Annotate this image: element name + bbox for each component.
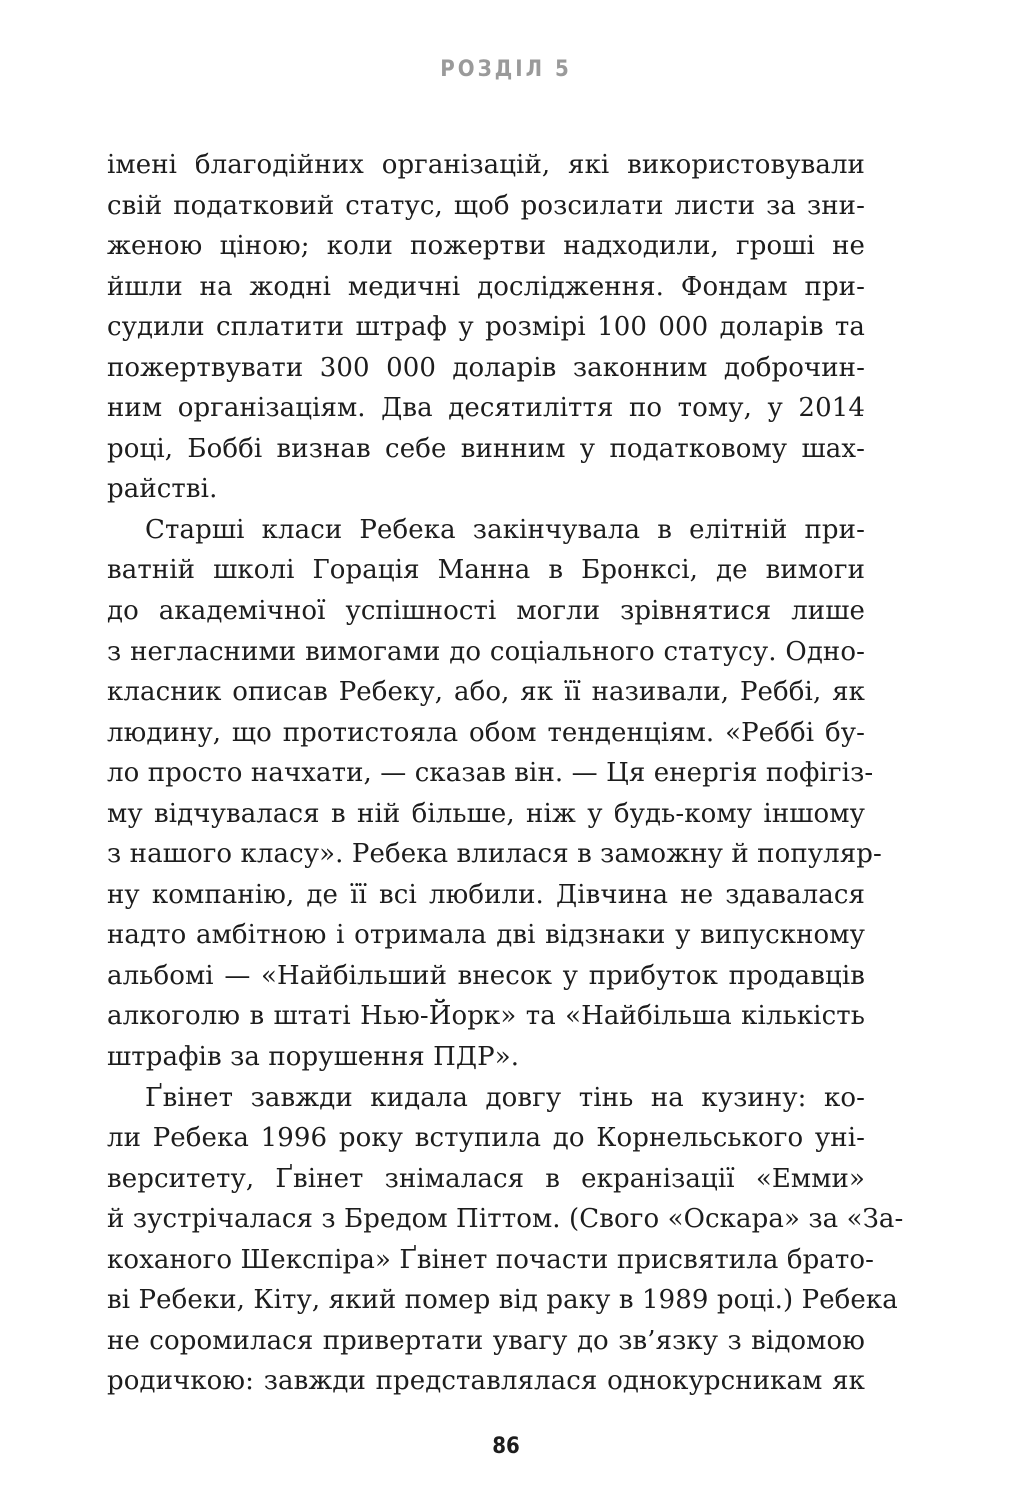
text-line: алкоголю в штаті Нью-Йорк» та «Найбільша кількість	[107, 1001, 865, 1032]
text-line: Ґвінет завжди кидала довгу тінь на кузину: ко-	[145, 1082, 865, 1113]
text-line: класник описав Ребеку, або, як її називали, Реббі, як	[107, 677, 865, 708]
text-line: ло просто начхати, — сказав він. — Ця енергія пофігіз-	[107, 758, 874, 789]
text-line: свій податковий статус, щоб розсилати листи за зни-	[107, 190, 865, 221]
text-line: надто амбітною і отримала дві відзнаки у випускному	[107, 920, 865, 951]
text-line: йшли на жодні медичні дослідження. Фондам при-	[107, 271, 865, 302]
text-line: судили сплатити штраф у розмірі 100 000 доларів та	[107, 312, 865, 343]
text-line: штрафів за порушення ПДР».	[107, 1042, 520, 1073]
text-line: родичкою: завжди представлялася однокурсникам як	[107, 1366, 865, 1397]
text-line: ватній школі Горація Манна в Бронксі, де вимоги	[107, 555, 865, 586]
text-line: з нашого класу». Ребека влилася в заможну й популяр-	[107, 839, 882, 870]
body-text	[107, 145, 904, 1402]
text-line: з негласними вимогами до соціального статусу. Одно-	[107, 636, 865, 667]
text-line: му відчувалася в ній більше, ніж у будь-кому іншому	[107, 798, 865, 829]
text-line: ну компанію, де її всі любили. Дівчина не здавалася	[107, 879, 865, 910]
running-header: РОЗДІЛ 5	[440, 57, 572, 82]
text-line: коханого Шекспіра» Ґвінет почасти присвятила брато-	[107, 1244, 875, 1275]
text-line: ли Ребека 1996 року вступила до Корнельського уні-	[107, 1123, 865, 1154]
text-line: пожертвувати 300 000 доларів законним доброчин-	[107, 352, 865, 383]
text-line: ві Ребеки, Кіту, який помер від раку в 1989 році.) Ребека	[107, 1285, 898, 1316]
text-line: до академічної успішності могли зрівнятися лише	[107, 596, 865, 627]
page-number: 86	[492, 1434, 520, 1459]
text-line: й зустрічалася з Бредом Піттом. (Свого «Оскара» за «За-	[107, 1204, 904, 1235]
text-line: альбомі — «Найбільший внесок у прибуток продавців	[107, 960, 865, 991]
text-line: імені благодійних організацій, які використовували	[107, 150, 865, 180]
text-line: женою ціною; коли пожертви надходили, гроші не	[107, 231, 865, 262]
text-line: райстві.	[107, 474, 218, 505]
text-line: році, Боббі визнав себе винним у податковому шах-	[107, 433, 865, 464]
text-line: ним організаціям. Два десятиліття по тому, у 2014	[107, 393, 865, 424]
text-line: людину, що протистояла обом тенденціям. «Реббі бу-	[107, 717, 865, 748]
text-line: Старші класи Ребека закінчувала в елітній при-	[145, 514, 865, 545]
text-line: не соромилася привертати увагу до зв’язку з відомою	[107, 1325, 865, 1356]
text-line: верситету, Ґвінет знімалася в екранізації «Емми»	[107, 1163, 865, 1194]
